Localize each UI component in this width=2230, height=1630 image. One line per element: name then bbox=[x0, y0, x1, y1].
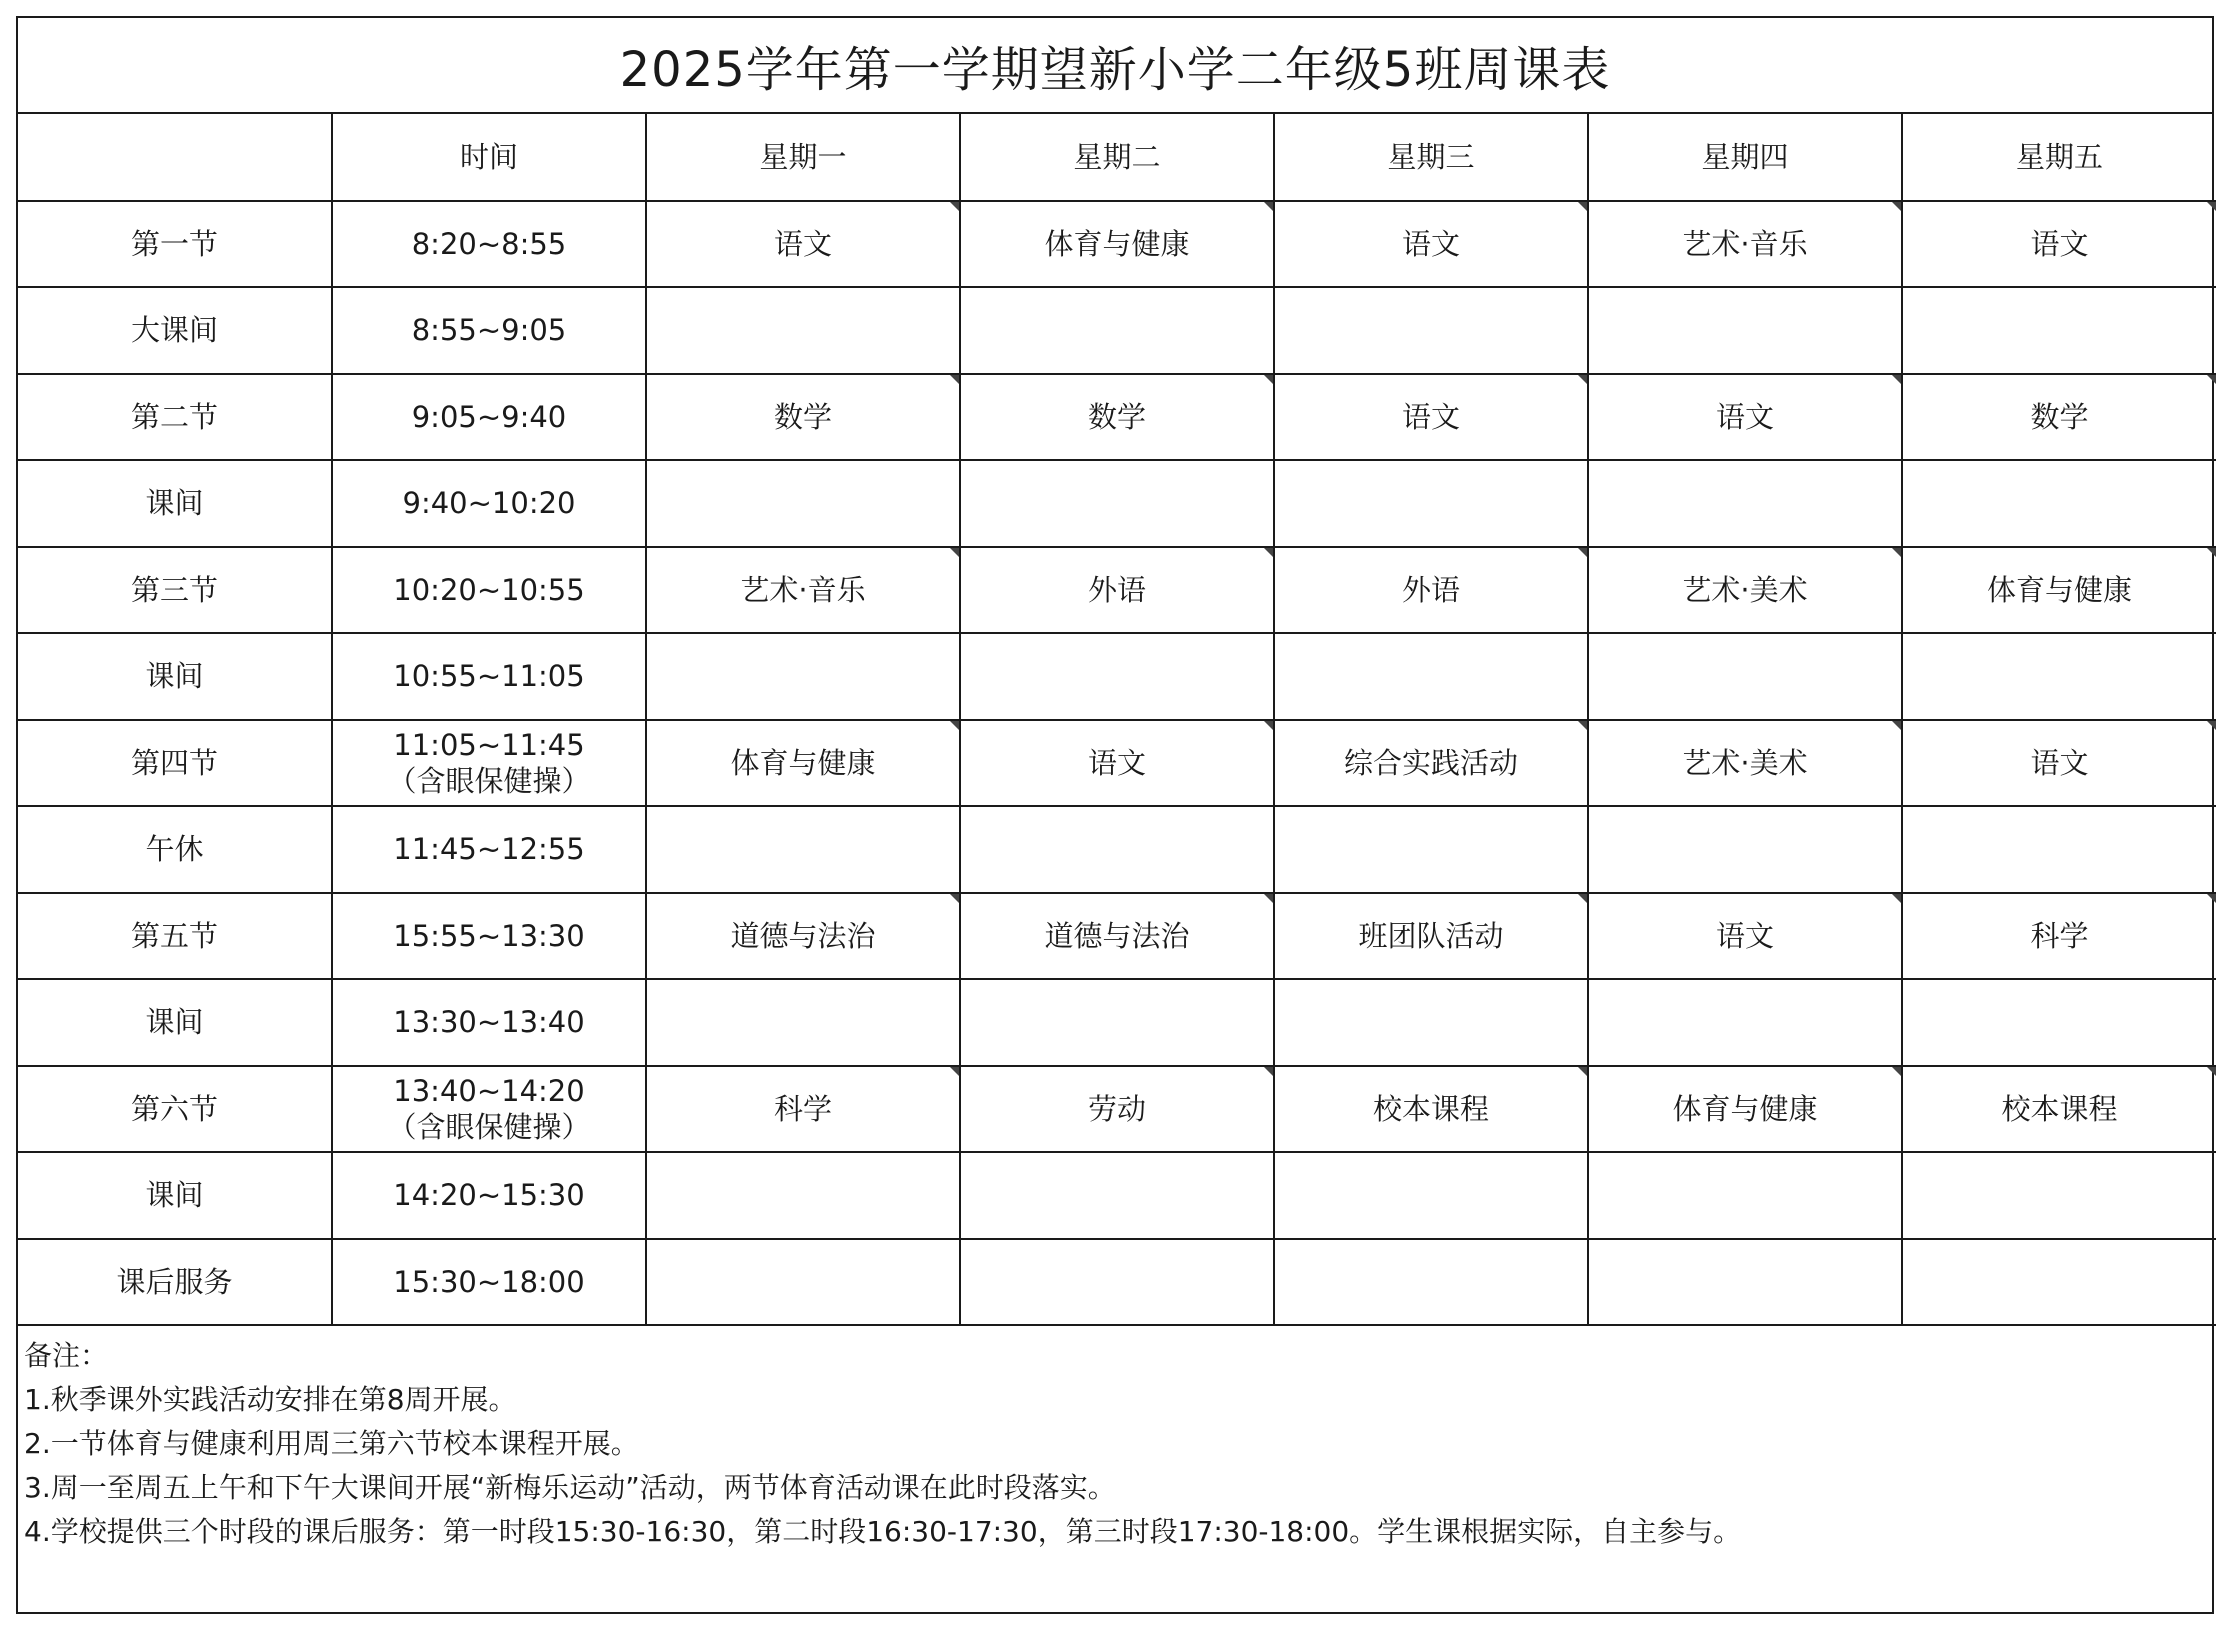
subject-cell: 语文 bbox=[1902, 201, 2216, 288]
time-range: 8:20~8:55 bbox=[411, 226, 567, 261]
time-cell bbox=[332, 287, 646, 374]
header-row bbox=[18, 114, 2216, 201]
time-cell bbox=[332, 1152, 646, 1239]
subject-cell bbox=[960, 1239, 1274, 1326]
time-cell bbox=[332, 1239, 646, 1326]
table-row bbox=[18, 720, 2216, 807]
subject-cell: 艺术·音乐 bbox=[646, 547, 960, 634]
time-cell bbox=[332, 460, 646, 547]
time-cell bbox=[332, 374, 646, 461]
table-row bbox=[18, 460, 2216, 547]
period-cell: 课间 bbox=[18, 460, 332, 547]
note-item: 1.秋季课外实践活动安排在第8周开展。 bbox=[24, 1383, 517, 1416]
notes-heading: 备注： bbox=[24, 1339, 109, 1372]
subject-cell: 数学 bbox=[960, 374, 1274, 461]
subject-cell bbox=[1588, 460, 1902, 547]
table-row bbox=[18, 547, 2216, 634]
subject-cell bbox=[646, 979, 960, 1066]
time-cell bbox=[332, 1066, 646, 1153]
subject-cell: 语文 bbox=[1274, 374, 1588, 461]
table-row bbox=[18, 1239, 2216, 1326]
subject-cell bbox=[1902, 806, 2216, 893]
subject-cell: 校本课程 bbox=[1274, 1066, 1588, 1153]
subject-cell bbox=[960, 1152, 1274, 1239]
subject-cell: 语文 bbox=[960, 720, 1274, 807]
time-cell bbox=[332, 201, 646, 288]
table-row bbox=[18, 806, 2216, 893]
header-time-cell: 时间 bbox=[332, 114, 646, 201]
time-range: 13:40~14:20 bbox=[393, 1073, 585, 1108]
period-cell: 第四节 bbox=[18, 720, 332, 807]
time-range: 11:05~11:45 bbox=[393, 727, 585, 762]
subject-cell: 语文 bbox=[1274, 201, 1588, 288]
subject-cell: 语文 bbox=[1588, 374, 1902, 461]
subject-cell bbox=[646, 1239, 960, 1326]
subject-cell bbox=[960, 287, 1274, 374]
time-cell bbox=[332, 806, 646, 893]
timetable-title: 2025学年第一学期望新小学二年级5班周课表 bbox=[18, 18, 2212, 114]
subject-cell: 校本课程 bbox=[1902, 1066, 2216, 1153]
subject-cell bbox=[1902, 979, 2216, 1066]
time-cell bbox=[332, 893, 646, 980]
subject-cell: 体育与健康 bbox=[1588, 1066, 1902, 1153]
table-row bbox=[18, 1152, 2216, 1239]
timetable-grid bbox=[18, 114, 2216, 1326]
subject-cell bbox=[1902, 287, 2216, 374]
header-day-friday: 星期五 bbox=[1902, 114, 2216, 201]
time-range: 11:45~12:55 bbox=[393, 832, 585, 867]
subject-cell bbox=[1588, 806, 1902, 893]
subject-cell: 外语 bbox=[960, 547, 1274, 634]
header-day-wednesday: 星期三 bbox=[1274, 114, 1588, 201]
subject-cell bbox=[1274, 633, 1588, 720]
subject-cell bbox=[1902, 633, 2216, 720]
subject-cell: 班团队活动 bbox=[1274, 893, 1588, 980]
note-item: 3.周一至周五上午和下午大课间开展“新梅乐运动”活动，两节体育活动课在此时段落实。 bbox=[24, 1471, 1116, 1504]
period-cell: 课后服务 bbox=[18, 1239, 332, 1326]
header-day-thursday: 星期四 bbox=[1588, 114, 1902, 201]
subject-cell bbox=[1588, 633, 1902, 720]
time-range: 15:55~13:30 bbox=[393, 918, 585, 953]
subject-cell: 体育与健康 bbox=[1902, 547, 2216, 634]
time-range: 14:20~15:30 bbox=[393, 1178, 585, 1213]
period-cell: 大课间 bbox=[18, 287, 332, 374]
subject-cell: 数学 bbox=[646, 374, 960, 461]
period-cell: 第三节 bbox=[18, 547, 332, 634]
time-note: （含眼保健操） bbox=[387, 1109, 591, 1144]
subject-cell bbox=[1274, 806, 1588, 893]
subject-cell: 数学 bbox=[1902, 374, 2216, 461]
subject-cell: 体育与健康 bbox=[646, 720, 960, 807]
period-cell: 课间 bbox=[18, 979, 332, 1066]
note-item: 2.一节体育与健康利用周三第六节校本课程开展。 bbox=[24, 1427, 639, 1460]
table-row bbox=[18, 979, 2216, 1066]
subject-cell bbox=[646, 287, 960, 374]
header-day-tuesday: 星期二 bbox=[960, 114, 1274, 201]
time-note: （含眼保健操） bbox=[387, 763, 591, 798]
subject-cell bbox=[646, 460, 960, 547]
subject-cell: 艺术·美术 bbox=[1588, 547, 1902, 634]
period-cell: 第五节 bbox=[18, 893, 332, 980]
subject-cell: 科学 bbox=[1902, 893, 2216, 980]
period-cell: 第一节 bbox=[18, 201, 332, 288]
subject-cell: 综合实践活动 bbox=[1274, 720, 1588, 807]
subject-cell bbox=[646, 806, 960, 893]
timetable-sheet bbox=[16, 16, 2214, 1614]
subject-cell bbox=[960, 806, 1274, 893]
period-cell: 课间 bbox=[18, 1152, 332, 1239]
period-cell: 第二节 bbox=[18, 374, 332, 461]
subject-cell bbox=[1274, 979, 1588, 1066]
timetable-body bbox=[18, 201, 2216, 1326]
subject-cell bbox=[1588, 1152, 1902, 1239]
subject-cell: 外语 bbox=[1274, 547, 1588, 634]
note-item: 4.学校提供三个时段的课后服务：第一时段15:30-16:30，第二时段16:30-17:30，第三时段17:30-18:00。学生课根据实际，自主参与。 bbox=[24, 1515, 1742, 1548]
time-range: 9:40~10:20 bbox=[402, 486, 576, 521]
notes-section bbox=[18, 1326, 2212, 1554]
time-cell bbox=[332, 979, 646, 1066]
time-range: 13:30~13:40 bbox=[393, 1005, 585, 1040]
subject-cell bbox=[646, 1152, 960, 1239]
subject-cell bbox=[1902, 460, 2216, 547]
subject-cell bbox=[1274, 460, 1588, 547]
subject-cell bbox=[1274, 1152, 1588, 1239]
subject-cell: 语文 bbox=[1902, 720, 2216, 807]
time-range: 9:05~9:40 bbox=[411, 399, 567, 434]
subject-cell bbox=[1588, 287, 1902, 374]
time-cell bbox=[332, 633, 646, 720]
subject-cell: 体育与健康 bbox=[960, 201, 1274, 288]
subject-cell: 劳动 bbox=[960, 1066, 1274, 1153]
header-day-monday: 星期一 bbox=[646, 114, 960, 201]
table-row bbox=[18, 633, 2216, 720]
subject-cell: 语文 bbox=[646, 201, 960, 288]
subject-cell bbox=[960, 633, 1274, 720]
time-cell bbox=[332, 720, 646, 807]
time-range: 8:55~9:05 bbox=[411, 313, 567, 348]
subject-cell: 语文 bbox=[1588, 893, 1902, 980]
subject-cell bbox=[1902, 1152, 2216, 1239]
subject-cell bbox=[960, 979, 1274, 1066]
period-cell: 第六节 bbox=[18, 1066, 332, 1153]
table-row bbox=[18, 201, 2216, 288]
subject-cell: 科学 bbox=[646, 1066, 960, 1153]
subject-cell bbox=[1274, 287, 1588, 374]
subject-cell: 艺术·美术 bbox=[1588, 720, 1902, 807]
time-cell bbox=[332, 547, 646, 634]
time-range: 15:30~18:00 bbox=[393, 1264, 585, 1299]
table-row bbox=[18, 287, 2216, 374]
subject-cell bbox=[1588, 979, 1902, 1066]
subject-cell: 艺术·音乐 bbox=[1588, 201, 1902, 288]
subject-cell: 道德与法治 bbox=[646, 893, 960, 980]
subject-cell bbox=[960, 460, 1274, 547]
subject-cell bbox=[1902, 1239, 2216, 1326]
subject-cell bbox=[646, 633, 960, 720]
time-range: 10:55~11:05 bbox=[393, 659, 585, 694]
period-cell: 午休 bbox=[18, 806, 332, 893]
time-range: 10:20~10:55 bbox=[393, 572, 585, 607]
table-row bbox=[18, 893, 2216, 980]
subject-cell bbox=[1588, 1239, 1902, 1326]
header-period-cell bbox=[18, 114, 332, 201]
subject-cell bbox=[1274, 1239, 1588, 1326]
subject-cell: 道德与法治 bbox=[960, 893, 1274, 980]
table-row bbox=[18, 374, 2216, 461]
table-row bbox=[18, 1066, 2216, 1153]
period-cell: 课间 bbox=[18, 633, 332, 720]
